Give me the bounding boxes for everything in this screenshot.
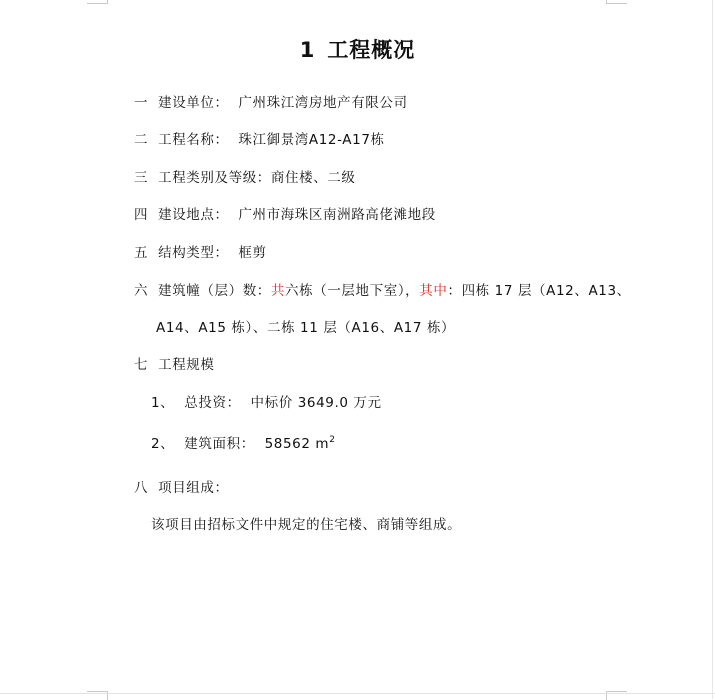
item-label: 工程类别及等级： [158,170,271,186]
page-title [0,34,715,64]
scale-investment [151,394,382,412]
composition-text [151,516,461,534]
sub-item-number: 2、 [151,436,175,452]
sub-item-number: 1、 [151,395,175,411]
item-label: 建设地点： [158,207,229,223]
item-buildings-continued [156,319,455,337]
item-number: 八 [134,480,149,496]
crop-mark-top-right [606,0,627,4]
item-category [134,169,356,187]
item-label: 工程规模 [158,357,215,373]
title-number: 1 [299,38,316,62]
sub-item-label: 总投资： [184,395,241,411]
item-value: 广州珠江湾房地产有限公司 [238,95,408,111]
item-composition [134,479,229,497]
item-project-name [134,131,385,149]
item-number: 六 [134,283,149,299]
highlight-total: 共 [270,283,286,299]
item-structure [134,244,267,262]
item-value: 珠江御景湾A12-A17栋 [238,132,385,148]
item-label: 项目组成： [158,480,229,496]
sub-item-label: 建筑面积： [184,436,255,452]
item-number: 二 [134,132,149,148]
page-right-edge [712,0,713,699]
item-number: 一 [134,95,149,111]
item-number: 三 [134,170,149,186]
buildings-detail-cont: A14、A15 栋）、二栋 11 层（A16、A17 栋） [156,320,456,336]
sub-item-value: 58562 m [264,436,330,452]
item-location [134,206,436,224]
item-value: 广州市海珠区南洲路高佬滩地段 [238,207,436,223]
page-bottom-edge [0,693,715,694]
item-number: 五 [134,245,149,261]
scale-area [151,431,336,453]
crop-mark-top-left [87,0,108,4]
item-label: 工程名称： [158,132,229,148]
title-text: 工程概况 [327,38,416,62]
composition-body: 该项目由招标文件中规定的住宅楼、商铺等组成。 [151,517,462,533]
item-label: 建设单位： [158,95,229,111]
item-buildings [134,282,631,300]
sub-item-value: 中标价 3649.0 万元 [250,395,382,411]
item-label: 结构类型： [158,245,229,261]
area-unit-superscript: 2 [329,435,336,445]
item-value: 框剪 [238,245,267,261]
highlight-among: 其中 [419,283,448,299]
item-number: 七 [134,357,149,373]
item-scale [134,356,215,374]
buildings-count: 六栋（一层地下室）， [285,283,420,299]
item-value: 商住楼、二级 [270,170,356,186]
item-number: 四 [134,207,149,223]
buildings-detail: ：四栋 17 层（A12、A13、 [447,283,631,299]
item-label: 建筑幢（层）数： [158,283,271,299]
item-developer [134,94,408,112]
